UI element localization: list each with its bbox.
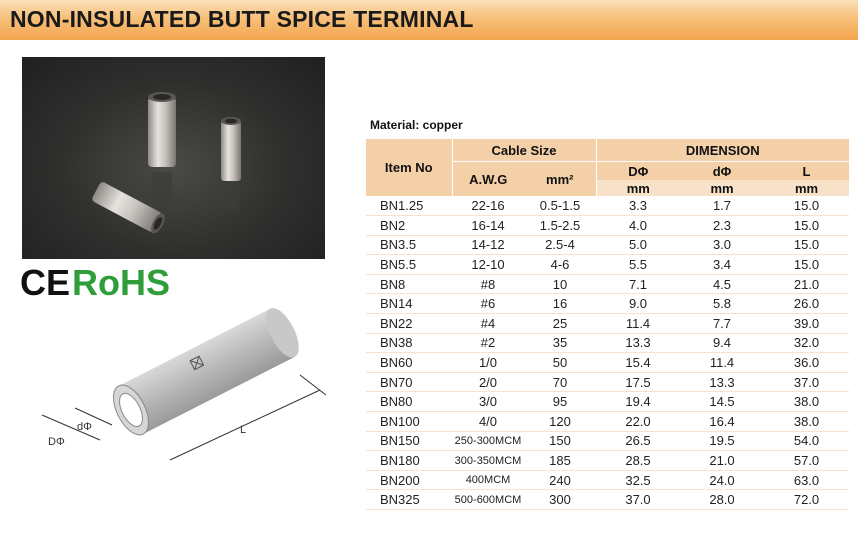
length-cell: 21.0	[764, 274, 849, 294]
dimension-header: DIMENSION	[596, 139, 849, 162]
material-note: Material: copper	[370, 118, 463, 132]
outer-diameter-cell: 5.0	[596, 235, 680, 255]
unit-mm: mm	[764, 180, 849, 196]
awg-cell: 3/0	[452, 392, 524, 412]
awg-cell: #6	[452, 294, 524, 314]
item-no-cell: BN100	[366, 412, 452, 432]
table-row	[366, 235, 849, 255]
length-cell: 15.0	[764, 235, 849, 255]
specification-table	[366, 139, 849, 510]
length-cell: 57.0	[764, 451, 849, 471]
outer-diameter-cell: 5.5	[596, 255, 680, 275]
outer-diameter-cell: 37.0	[596, 490, 680, 510]
outer-diameter-label: DΦ	[48, 436, 65, 448]
length-cell: 63.0	[764, 470, 849, 490]
mm2-cell: 50	[524, 353, 596, 373]
inner-diameter-cell: 7.7	[680, 314, 764, 334]
inner-diameter-cell: 4.5	[680, 274, 764, 294]
table-row	[366, 392, 849, 412]
outer-diameter-cell: 15.4	[596, 353, 680, 373]
table-row	[366, 470, 849, 490]
length-cell: 38.0	[764, 392, 849, 412]
outer-diameter-cell: 4.0	[596, 216, 680, 236]
item-no-cell: BN180	[366, 451, 452, 471]
mm2-cell: 16	[524, 294, 596, 314]
awg-cell: 22-16	[452, 196, 524, 216]
inner-diameter-cell: 28.0	[680, 490, 764, 510]
item-no-cell: BN325	[366, 490, 452, 510]
awg-cell: #8	[452, 274, 524, 294]
length-cell: 15.0	[764, 216, 849, 236]
product-photo	[22, 57, 325, 259]
table-row	[366, 490, 849, 510]
terminals-photo-graphic	[22, 57, 325, 259]
item-no-cell: BN38	[366, 333, 452, 353]
mm2-cell: 35	[524, 333, 596, 353]
outer-diameter-cell: 11.4	[596, 314, 680, 334]
awg-cell: 300-350MCM	[452, 451, 524, 471]
table-row	[366, 274, 849, 294]
dimension-drawing	[30, 300, 330, 480]
page-title: NON-INSULATED BUTT SPICE TERMINAL	[10, 6, 474, 32]
length-cell: 15.0	[764, 196, 849, 216]
table-row	[366, 353, 849, 373]
inner-diameter-cell: 2.3	[680, 216, 764, 236]
outer-diameter-cell: 22.0	[596, 412, 680, 432]
length-cell: 36.0	[764, 353, 849, 373]
item-no-cell: BN22	[366, 314, 452, 334]
outer-diameter-cell: 19.4	[596, 392, 680, 412]
item-no-cell: BN60	[366, 353, 452, 373]
table-row	[366, 216, 849, 236]
table-row	[366, 451, 849, 471]
awg-cell: 12-10	[452, 255, 524, 275]
awg-cell: 400MCM	[452, 470, 524, 490]
item-no-cell: BN200	[366, 470, 452, 490]
ce-mark: CE	[20, 262, 71, 303]
length-cell: 37.0	[764, 372, 849, 392]
mm2-cell: 240	[524, 470, 596, 490]
outer-diameter-cell: 3.3	[596, 196, 680, 216]
inner-diameter-cell: 16.4	[680, 412, 764, 432]
awg-cell: 250-300MCM	[452, 431, 524, 451]
butt-terminal-drawing	[30, 300, 330, 475]
outer-diameter-cell: 13.3	[596, 333, 680, 353]
mm2-cell: 25	[524, 314, 596, 334]
mm2-cell: 95	[524, 392, 596, 412]
inner-diameter-cell: 21.0	[680, 451, 764, 471]
item-no-cell: BN8	[366, 274, 452, 294]
item-no-cell: BN3.5	[366, 235, 452, 255]
table-row	[366, 333, 849, 353]
inner-diameter-cell: 9.4	[680, 333, 764, 353]
inner-diameter-cell: 3.0	[680, 235, 764, 255]
length-header: L	[764, 162, 849, 181]
item-no-cell: BN5.5	[366, 255, 452, 275]
length-cell: 32.0	[764, 333, 849, 353]
awg-cell: 16-14	[452, 216, 524, 236]
certification-logos	[20, 262, 170, 304]
table-row	[366, 412, 849, 432]
mm2-cell: 70	[524, 372, 596, 392]
table-header-row	[366, 139, 849, 162]
inner-diameter-cell: 1.7	[680, 196, 764, 216]
length-cell: 15.0	[764, 255, 849, 275]
inner-diameter-header: dΦ	[680, 162, 764, 181]
outer-diameter-header: DΦ	[596, 162, 680, 181]
item-no-cell: BN14	[366, 294, 452, 314]
inner-diameter-cell: 14.5	[680, 392, 764, 412]
rohs-mark: RoHS	[72, 262, 171, 303]
mm2-cell: 4-6	[524, 255, 596, 275]
awg-cell: 4/0	[452, 412, 524, 432]
item-no-cell: BN2	[366, 216, 452, 236]
mm2-cell: 185	[524, 451, 596, 471]
inner-diameter-label: dΦ	[77, 421, 92, 433]
inner-diameter-cell: 13.3	[680, 372, 764, 392]
mm2-cell: 150	[524, 431, 596, 451]
outer-diameter-cell: 32.5	[596, 470, 680, 490]
cable-size-header: Cable Size	[452, 139, 596, 162]
table-row	[366, 431, 849, 451]
inner-diameter-cell: 11.4	[680, 353, 764, 373]
length-cell: 39.0	[764, 314, 849, 334]
length-cell: 54.0	[764, 431, 849, 451]
length-cell: 72.0	[764, 490, 849, 510]
awg-cell: 1/0	[452, 353, 524, 373]
awg-cell: #4	[452, 314, 524, 334]
unit-mm: mm	[680, 180, 764, 196]
outer-diameter-cell: 28.5	[596, 451, 680, 471]
awg-header: A.W.G	[452, 162, 524, 197]
table-row	[366, 294, 849, 314]
length-label: L	[240, 424, 247, 436]
mm2-cell: 1.5-2.5	[524, 216, 596, 236]
mm2-header: mm²	[524, 162, 596, 197]
item-no-cell: BN150	[366, 431, 452, 451]
outer-diameter-cell: 9.0	[596, 294, 680, 314]
mm2-cell: 2.5-4	[524, 235, 596, 255]
table-row	[366, 314, 849, 334]
awg-cell: #2	[452, 333, 524, 353]
mm2-cell: 10	[524, 274, 596, 294]
awg-cell: 500-600MCM	[452, 490, 524, 510]
item-no-cell: BN1.25	[366, 196, 452, 216]
inner-diameter-cell: 3.4	[680, 255, 764, 275]
outer-diameter-cell: 17.5	[596, 372, 680, 392]
inner-diameter-cell: 19.5	[680, 431, 764, 451]
length-cell: 26.0	[764, 294, 849, 314]
inner-diameter-cell: 24.0	[680, 470, 764, 490]
awg-cell: 2/0	[452, 372, 524, 392]
length-cell: 38.0	[764, 412, 849, 432]
title-banner	[0, 0, 858, 40]
outer-diameter-cell: 7.1	[596, 274, 680, 294]
table-row	[366, 196, 849, 216]
unit-mm: mm	[596, 180, 680, 196]
item-no-cell: BN70	[366, 372, 452, 392]
table-row	[366, 255, 849, 275]
table-row	[366, 372, 849, 392]
outer-diameter-cell: 26.5	[596, 431, 680, 451]
item-no-header: Item No	[366, 139, 452, 196]
mm2-cell: 300	[524, 490, 596, 510]
mm2-cell: 120	[524, 412, 596, 432]
item-no-cell: BN80	[366, 392, 452, 412]
mm2-cell: 0.5-1.5	[524, 196, 596, 216]
awg-cell: 14-12	[452, 235, 524, 255]
inner-diameter-cell: 5.8	[680, 294, 764, 314]
